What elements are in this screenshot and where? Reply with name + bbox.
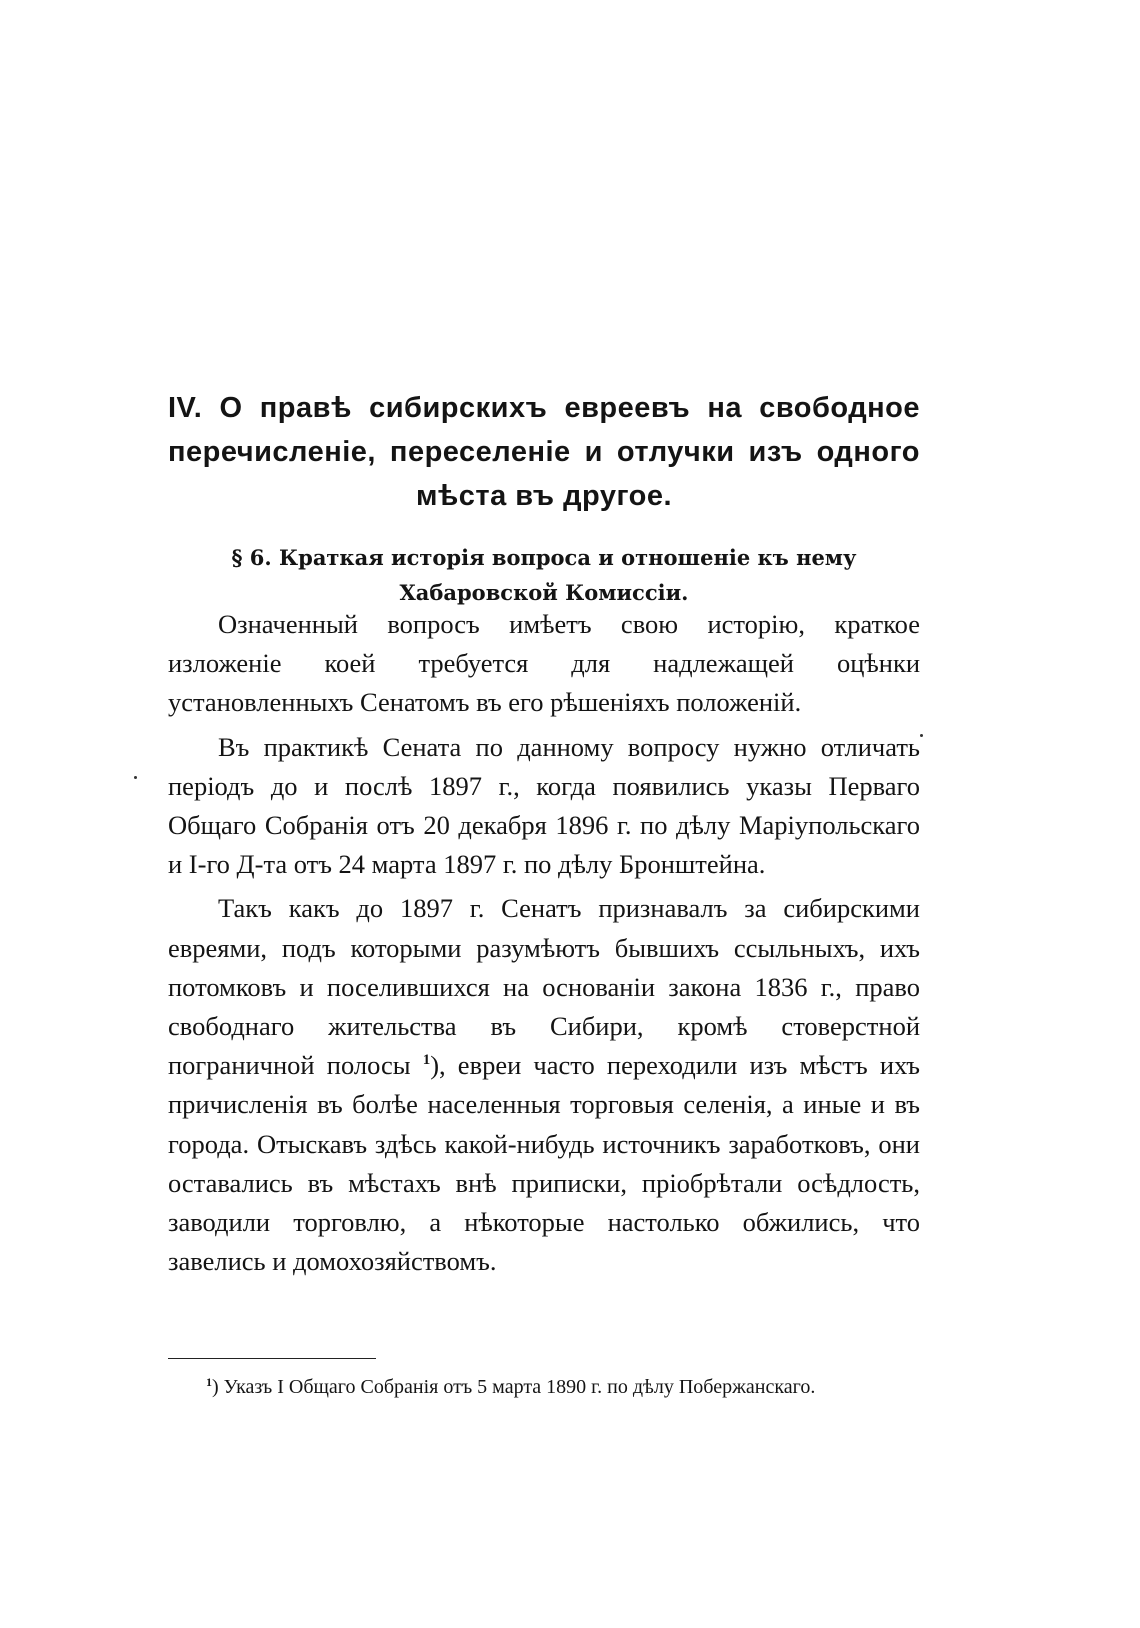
footnote-marker: 1 (206, 1375, 212, 1389)
scan-speck (920, 734, 923, 737)
footnote-divider (168, 1358, 376, 1359)
paragraph-3-part-2: ), евреи часто переходили изъ мѣстъ ихъ причисленія въ болѣе населенныя торговыя селенія, а иные и въ города. Отыскавъ здѣсь какой-нибудь источникъ заработковъ, они оставались въ мѣстахъ внѣ приписки, пріобрѣтали осѣдлость, заводили торговлю, а нѣкоторые настолько обжились, что завелись и домохозяйствомъ. (168, 1050, 920, 1277)
footnote-text: ) Указъ I Общаго Собранія отъ 5 марта 1890 г. по дѣлу Побержанскаго. (212, 1376, 816, 1398)
paragraph-2: Въ практикѣ Сената по данному вопросу нужно отличать періодъ до и послѣ 1897 г., когда появились указы Перваго Общаго Собранія отъ 20 декабря 1896 г. по дѣлу Маріупольскаго и I-го Д-та отъ 24 марта 1897 г. по дѣлу Бронштейна. (168, 731, 920, 880)
chapter-title: IV. О правѣ сибирскихъ евреевъ на свободное перечисленіе, переселеніе и отлучки изъ одного мѣста въ другое. (168, 392, 920, 512)
scan-speck (134, 776, 137, 779)
footnote-reference[interactable]: 1 (422, 1052, 431, 1069)
paragraph-3-part-1: Такъ какъ до 1897 г. Сенатъ признавалъ за сибирскими евреями, подъ которыми разумѣютъ бывшихъ ссыльныхъ, ихъ потомковъ и поселившихся на основаніи закона 1836 г., право свободнаго жительства въ Сибири, кромѣ стоверстной пограничной полосы (168, 893, 920, 1081)
section-heading: § 6. Краткая исторія вопроса и отношеніе къ нему Хабаровской Комиссіи. (231, 545, 857, 605)
paragraph-1: Означенный вопросъ имѣетъ свою исторію, краткое изложеніе коей требуется для надлежащей оцѣнки установленныхъ Сенатомъ въ его рѣшеніяхъ положеній. (168, 609, 920, 718)
footnote (168, 1372, 920, 1402)
body-text (168, 605, 920, 1281)
paragraph-3 (168, 889, 920, 1281)
